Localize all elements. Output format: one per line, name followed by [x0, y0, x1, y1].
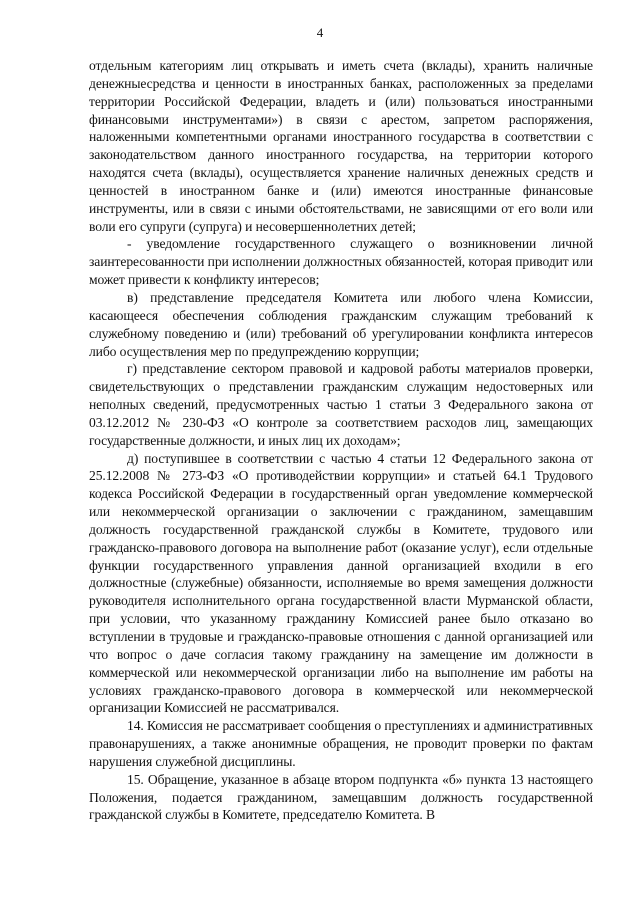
document-body — [89, 57, 593, 824]
paragraph-section-15: 15. Обращение, указанное в абзаце втором подпункта «б» пункта 13 настоящего Положения, подается гражданином, замещавшим должность государственной гражданской службы в Комитете, председателю Комитета. В — [89, 771, 593, 823]
paragraph-continuation: отдельным категориям лиц открывать и иметь счета (вклады), хранить наличные денежныесредства и ценности в иностранных банках, расположенных за пределами территории Российской Федерации, владеть и (или) пользоваться иностранными финансовыми инструментами») в связи с арестом, запретом распоряжения, наложенными компетентными органами иностранного государства в соответствии с законодательством данного иностранного государства, на территории которого находятся счета (вклады), осуществляется хранение наличных денежных средств и ценностей в иностранном банке и (или) имеются иностранные финансовые инструменты, или в связи с иными обстоятельствами, не зависящими от его воли или воли его супруги (супруга) и несовершеннолетних детей; — [89, 58, 593, 234]
paragraph-item-g: г) представление сектором правовой и кадровой работы материалов проверки, свидетельствующих о представлении гражданским служащим недостоверных или неполных сведений, предусмотренных частью 1 статьи 3 Федерального закона от 03.12.2012 № 230-ФЗ «О контроле за соответствием расходов лиц, замещающих государственные должности, и иных лиц их доходам»; — [89, 361, 593, 448]
paragraph-personal-interest: - уведомление государственного служащего о возникновении личной заинтересованности при исполнении должностных обязанностей, которая приводит или может привести к конфликту интересов; — [89, 236, 593, 288]
paragraph-section-14: 14. Комиссия не рассматривает сообщения о преступлениях и административных правонарушениях, а также анонимные обращения, не проводит проверки по фактам нарушения служебной дисциплины. — [89, 718, 593, 769]
paragraph-item-d: д) поступившее в соответствии с частью 4 статьи 12 Федерального закона от 25.12.2008 № 273-ФЗ «О противодействии коррупции» и статьей 64.1 Трудового кодекса Российской Федерации в государственный орган уведомление коммерческой или некоммерческой организации о заключении с гражданином, замещавшим должность государственной гражданской службы в Комитете, трудового или гражданско-правового договора на выполнение работ (оказание услуг), если отдельные функции государственного управления данной организацией входили в его должностные (служебные) обязанности, исполняемые во время замещения должности руководителя исполнительного органа государственной власти Мурманской области, при условии, что указанному гражданину Комиссией ранее было отказано во вступлении в трудовые и гражданско-правовые отношения с данной организацией или что вопрос о даче согласия такому гражданину на замещение им должности в коммерческой или некоммерческой организации либо на выполнение им работы на условиях гражданско-правового договора в коммерческой или некоммерческой организации Комиссией не рассматривался. — [89, 450, 593, 716]
paragraph-item-v: в) представление председателя Комитета или любого члена Комиссии, касающееся обеспечения соблюдения гражданским служащим требований к служебному поведению и (или) требований об урегулировании конфликта интересов либо осуществления мер по предупреждению коррупции; — [89, 289, 593, 359]
page-number: 4 — [316, 25, 324, 40]
